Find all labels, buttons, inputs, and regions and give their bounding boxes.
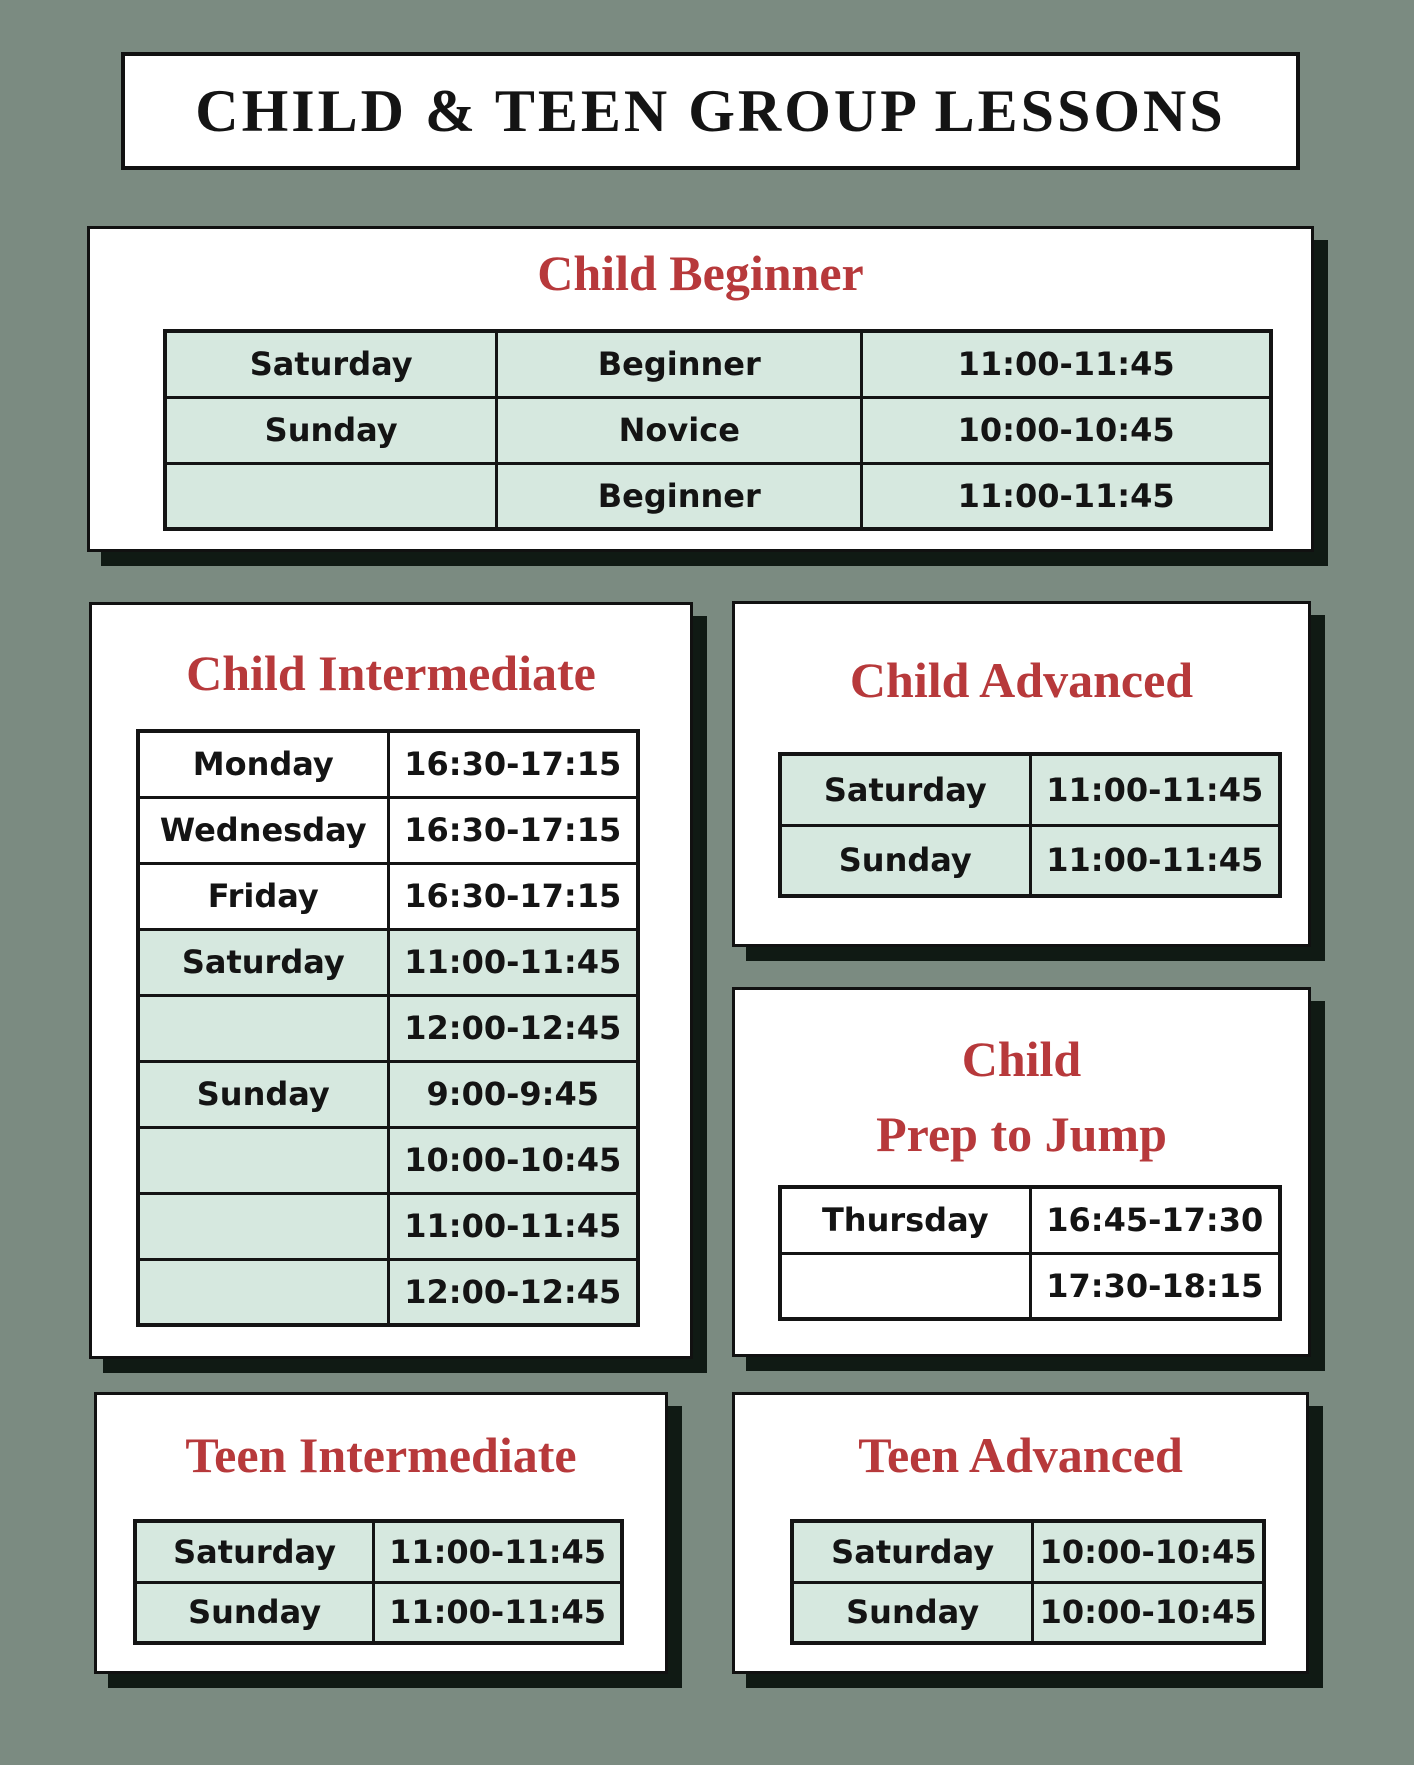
table-row <box>138 1127 638 1193</box>
day-cell: Saturday <box>165 331 497 397</box>
child-beginner-table <box>163 329 1273 531</box>
level-cell: Beginner <box>497 331 862 397</box>
child-prep-to-jump-heading <box>735 1022 1308 1172</box>
time-cell: 11:00-11:45 <box>388 1193 638 1259</box>
time-cell: 11:00-11:45 <box>374 1521 622 1582</box>
teen-advanced-card <box>732 1392 1309 1674</box>
day-cell: Saturday <box>780 754 1030 825</box>
time-cell: 10:00-10:45 <box>1033 1582 1264 1643</box>
day-cell: Sunday <box>792 1582 1033 1643</box>
child-beginner-heading: Child Beginner <box>537 245 864 301</box>
day-cell: Saturday <box>135 1521 374 1582</box>
day-cell <box>780 1253 1030 1319</box>
child-advanced-table <box>778 752 1282 898</box>
table-row <box>780 1253 1280 1319</box>
table-row <box>792 1521 1264 1582</box>
table-row <box>138 1193 638 1259</box>
table-row <box>165 463 1271 529</box>
day-cell <box>138 1259 388 1325</box>
time-cell: 11:00-11:45 <box>374 1582 622 1643</box>
day-cell <box>138 1193 388 1259</box>
table-row <box>138 797 638 863</box>
teen-advanced-table <box>790 1519 1266 1645</box>
time-cell: 10:00-10:45 <box>862 397 1271 463</box>
day-cell: Wednesday <box>138 797 388 863</box>
child-advanced-heading: Child Advanced <box>849 652 1194 708</box>
time-cell: 12:00-12:45 <box>388 995 638 1061</box>
child-intermediate-card <box>89 602 693 1359</box>
time-cell: 11:00-11:45 <box>1030 754 1280 825</box>
table-row <box>138 929 638 995</box>
time-cell: 16:30-17:15 <box>388 731 638 797</box>
table-row <box>135 1582 622 1643</box>
table-row <box>792 1582 1264 1643</box>
day-cell: Sunday <box>135 1582 374 1643</box>
time-cell: 17:30-18:15 <box>1030 1253 1280 1319</box>
day-cell: Monday <box>138 731 388 797</box>
child-prep-to-jump-table <box>778 1185 1282 1321</box>
day-cell: Saturday <box>138 929 388 995</box>
day-cell: Sunday <box>780 825 1030 896</box>
child-prep-to-jump-card <box>732 987 1311 1357</box>
time-cell: 11:00-11:45 <box>862 331 1271 397</box>
time-cell: 12:00-12:45 <box>388 1259 638 1325</box>
page-title-box <box>121 52 1300 170</box>
teen-advanced-heading: Teen Advanced <box>858 1427 1183 1483</box>
time-cell: 16:30-17:15 <box>388 863 638 929</box>
day-cell: Sunday <box>165 397 497 463</box>
time-cell: 11:00-11:45 <box>862 463 1271 529</box>
table-row <box>138 731 638 797</box>
time-cell: 16:30-17:15 <box>388 797 638 863</box>
table-row <box>780 825 1280 896</box>
day-cell: Sunday <box>138 1061 388 1127</box>
time-cell: 16:45-17:30 <box>1030 1187 1280 1253</box>
heading-line-1: Child <box>961 1031 1082 1087</box>
time-cell: 11:00-11:45 <box>1030 825 1280 896</box>
day-cell: Friday <box>138 863 388 929</box>
time-cell: 11:00-11:45 <box>388 929 638 995</box>
day-cell <box>165 463 497 529</box>
page-title: CHILD & TEEN GROUP LESSONS <box>195 77 1226 144</box>
heading-line-2: Prep to Jump <box>876 1106 1167 1162</box>
table-row <box>138 1061 638 1127</box>
level-cell: Novice <box>497 397 862 463</box>
table-row <box>138 863 638 929</box>
child-intermediate-heading: Child Intermediate <box>186 645 596 701</box>
teen-intermediate-heading: Teen Intermediate <box>185 1427 577 1483</box>
day-cell <box>138 1127 388 1193</box>
level-cell: Beginner <box>497 463 862 529</box>
teen-intermediate-table <box>133 1519 624 1645</box>
time-cell: 10:00-10:45 <box>388 1127 638 1193</box>
table-row <box>165 397 1271 463</box>
child-intermediate-table <box>136 729 640 1327</box>
day-cell: Thursday <box>780 1187 1030 1253</box>
teen-intermediate-card <box>94 1392 668 1674</box>
table-row <box>780 754 1280 825</box>
table-row <box>138 995 638 1061</box>
time-cell: 10:00-10:45 <box>1033 1521 1264 1582</box>
table-row <box>138 1259 638 1325</box>
table-row <box>165 331 1271 397</box>
child-advanced-card <box>732 601 1311 947</box>
child-beginner-card <box>87 226 1314 552</box>
table-row <box>780 1187 1280 1253</box>
time-cell: 9:00-9:45 <box>388 1061 638 1127</box>
day-cell <box>138 995 388 1061</box>
day-cell: Saturday <box>792 1521 1033 1582</box>
table-row <box>135 1521 622 1582</box>
